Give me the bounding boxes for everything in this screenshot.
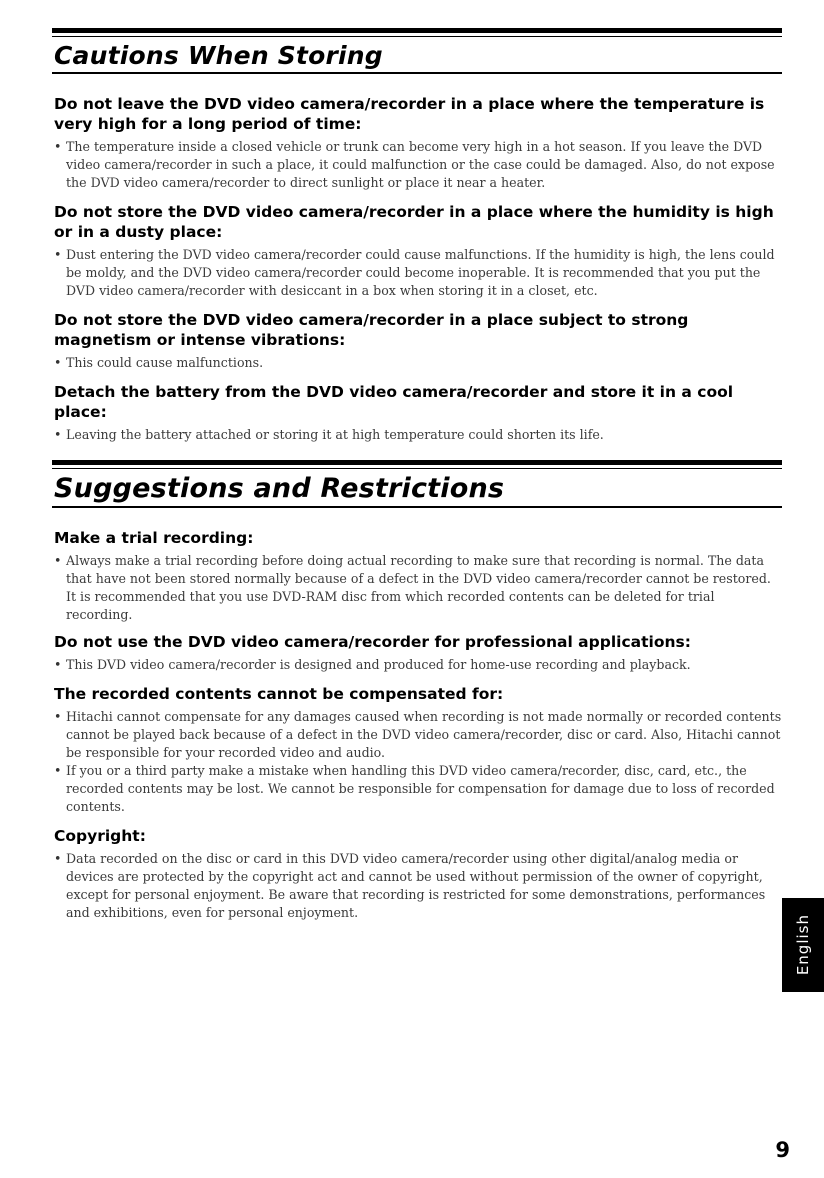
caution-heading: Do not store the DVD video camera/recorder in a place where the humidity is high or in a dusty place: xyxy=(54,203,774,241)
section-title: Suggestions and Restrictions xyxy=(54,473,505,504)
caution-item-magnetism xyxy=(52,310,782,372)
title-underline xyxy=(52,72,782,74)
caution-item-temperature xyxy=(52,94,782,192)
caution-item-battery xyxy=(52,382,782,444)
section2-rule-thin xyxy=(52,468,782,469)
section-cautions xyxy=(52,28,782,454)
suggestion-heading: The recorded contents cannot be compensated for: xyxy=(54,685,504,703)
caution-bullet: • Leaving the battery attached or storing it at high temperature could shorten its life. xyxy=(52,426,782,444)
suggestion-note: It is recommended that you use DVD-RAM disc from which recorded contents can be deleted for trial recording. xyxy=(66,589,715,622)
suggestion-bullet: • Data recorded on the disc or card in this DVD video camera/recorder using other digital/analog media or devices are protected by the copyright act and cannot be used without permission of the owner of copyright, except for personal enjoyment. Be aware that recording is restricted for some demonstrations, performances and exhibitions, even for personal enjoyment. xyxy=(52,850,782,922)
suggestion-bullet: • Hitachi cannot compensate for any damages caused when recording is not made normally or recorded contents cannot be played back because of a defect in the DVD video camera/recorder, disc or card. Also, Hitachi cannot be responsible for your recorded video and audio. xyxy=(52,708,782,762)
section-suggestions xyxy=(52,460,782,932)
page-number: 9 xyxy=(775,1138,790,1162)
caution-heading: Do not store the DVD video camera/recorder in a place subject to strong magnetism or intense vibrations: xyxy=(54,311,689,349)
caution-heading: Detach the battery from the DVD video camera/recorder and store it in a cool place: xyxy=(54,383,734,421)
caution-bullet: • Dust entering the DVD video camera/recorder could cause malfunctions. If the humidity is high, the lens could be moldy, and the DVD video camera/recorder could become inoperable. It is recommended that you put the DVD video camera/recorder with desiccant in a box when storing it in a closet, etc. xyxy=(52,246,782,300)
suggestion-trial xyxy=(52,528,782,624)
suggestion-heading: Make a trial recording: xyxy=(54,529,254,547)
caution-bullet: • The temperature inside a closed vehicle or trunk can become very high in a hot season. If you leave the DVD video camera/recorder in such a place, it could malfunction or the case could be damaged. Also, do not expose the DVD video camera/recorder to direct sunlight or place it near a heater. xyxy=(52,138,782,192)
suggestion-heading: Copyright: xyxy=(54,827,146,845)
suggestion-compensation xyxy=(52,684,782,816)
caution-bullet: • This could cause malfunctions. xyxy=(52,354,782,372)
language-tab xyxy=(782,898,824,992)
suggestion-bullet: • Always make a trial recording before doing actual recording to make sure that recording is normal. The data that have not been stored normally because of a defect in the DVD video camera/recorder cannot be restored. xyxy=(52,552,782,588)
suggestion-copyright xyxy=(52,826,782,922)
suggestion-bullet: • If you or a third party make a mistake when handling this DVD video camera/recorder, disc, card, etc., the recorded contents may be lost. We cannot be responsible for compensation for damage due to loss of recorded contents. xyxy=(52,762,782,816)
caution-item-humidity xyxy=(52,202,782,300)
caution-heading: Do not leave the DVD video camera/recorder in a place where the temperature is very high for a long period of time: xyxy=(54,95,765,133)
section2-rule xyxy=(52,460,782,465)
suggestion-professional xyxy=(52,632,782,674)
suggestion-heading: Do not use the DVD video camera/recorder for professional applications: xyxy=(54,633,691,651)
title-underline xyxy=(52,506,782,508)
suggestion-bullet: • This DVD video camera/recorder is designed and produced for home-use recording and playback. xyxy=(52,656,782,674)
section-title: Cautions When Storing xyxy=(54,41,383,70)
top-rule xyxy=(52,28,782,33)
top-rule-thin xyxy=(52,36,782,37)
language-tab-label: English xyxy=(794,914,812,976)
